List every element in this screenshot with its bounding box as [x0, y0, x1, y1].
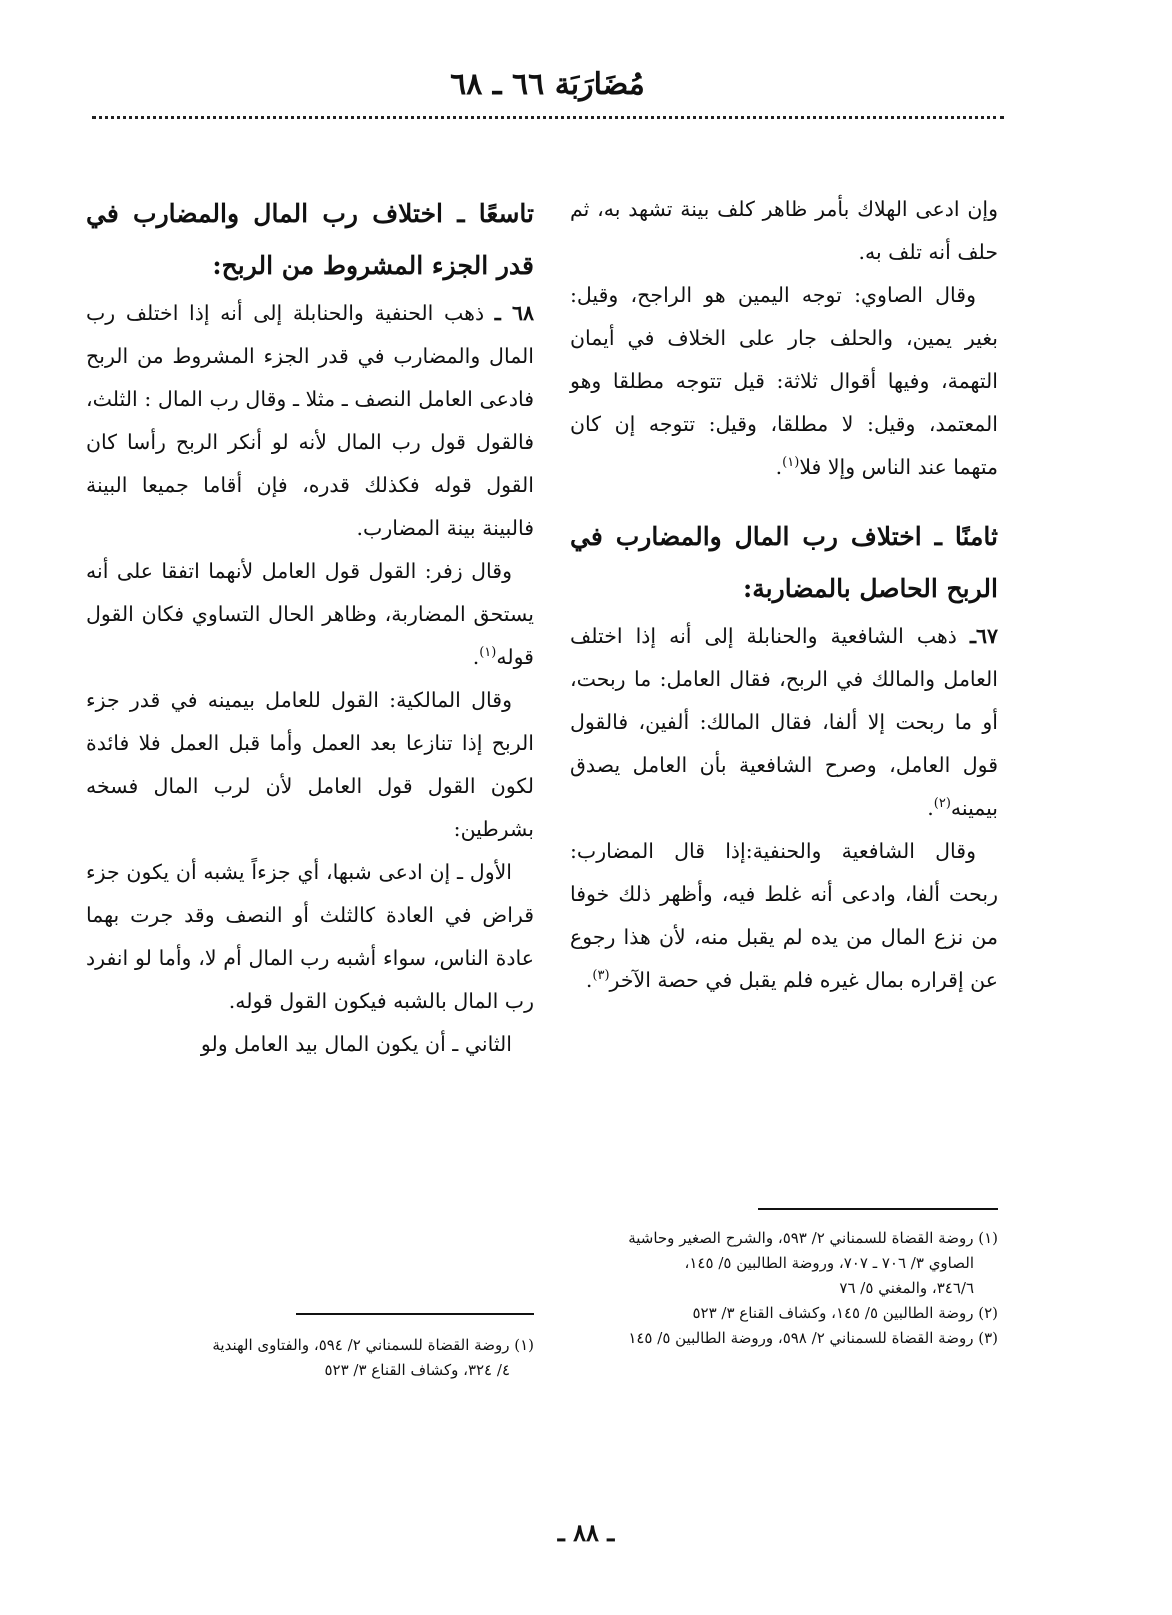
footnote: الصاوي ٣/ ٧٠٦ ـ ٧٠٧، وروضة الطالبين ٥/ ١٤٥، [684, 1254, 974, 1272]
paragraph [86, 679, 534, 851]
paragraph-number: ٦٧ـ [969, 624, 998, 648]
footnote: (١) روضة القضاة للسمناني ٢/ ٥٩٤، والفتاوى الهندية [212, 1336, 534, 1354]
header-title: مُضَارَبَة ٦٦ ـ ٦٨ [450, 67, 645, 102]
footnote-ref: (٣) [592, 968, 610, 984]
paragraph-text: وقال الصاوي: توجه اليمين هو الراجح، وقيل: بغير يمين، والحلف جار على الخلاف في أيمان التهمة، وفيها أقوال ثلاثة: قيل تتوجه مطلقا وهو المعتمد، وقيل: لا مطلقا، وقيل: تتوجه إن كان متهما عند الناس وإلا فلا [570, 283, 998, 479]
right-footnotes [562, 1226, 998, 1351]
paragraph [570, 188, 998, 274]
paragraph-text: ذهب الحنفية والحنابلة إلى أنه إذا اختلف رب المال والمضارب في قدر الجزء المشروط من الربح فادعى العامل النصف ـ مثلا ـ وقال رب المال : الثلث، فالقول قول رب المال لأنه لو أنكر الربح رأسا كان القول قوله فكذلك قدره، فإن أقاما جميعا البينة فالبينة بينة المضارب. [86, 301, 534, 540]
footnote: ٤/ ٣٢٤، وكشاف القناع ٣/ ٥٢٣ [324, 1361, 510, 1379]
paragraph: وقال زفر: القول قول العامل لأنهما اتفقا على أنه يستحق المضاربة، وظاهر الحال التساوي فكان القول قوله$^{(١)}$. [86, 559, 534, 669]
footnote-ref: (١) [479, 645, 497, 661]
section-heading: تاسعًا ـ اختلاف رب المال والمضارب في قدر الجزء المشروط من الربح: [86, 199, 534, 280]
footnote: ٣٤٦/٦، والمغني ٥/ ٧٦ [839, 1279, 974, 1297]
paragraph-text: وقال زفر: القول قول العامل لأنهما اتفقا على أنه يستحق المضاربة، وظاهر الحال التساوي فكان القول قوله [86, 559, 534, 669]
paragraph [86, 851, 534, 1023]
footnote-divider [296, 1313, 534, 1315]
paragraph-text: ذهب الشافعية والحنابلة إلى أنه إذا اختلف العامل والمالك في الربح، فقال العامل: ما ربحت، أو ما ربحت إلا ألفا، فقال المالك: ألفين، فالقول قول العامل، وصرح الشافعية بأن العامل يصدق بيمينه [570, 624, 998, 820]
paragraph: ٦٧ـ ذهب الشافعية والحنابلة إلى أنه إذا اختلف العامل والمالك في الربح، فقال العامل: ما ربحت، أو ما ربحت إلا ألفا، فقال المالك: ألفين، فالقول قول العامل، وصرح الشافعية بأن العامل يصدق بيمينه$^{(٢)}$. [570, 624, 998, 820]
page-header [90, 62, 1005, 108]
paragraph-text: الأول ـ إن ادعى شبها، أي جزءاً يشبه أن يكون جزء قراض في العادة كالثلث أو النصف وقد جرت بهما عادة الناس، سواء أشبه رب المال أم لا، وأما لو انفرد رب المال بالشبه فيكون القول قوله. [86, 860, 534, 1013]
header-divider [92, 116, 1004, 119]
footnote-ref: (٢) [933, 796, 951, 812]
paragraph-text: وقال الشافعية والحنفية:إذا قال المضارب: ربحت ألفا، وادعى أنه غلط فيه، وأظهر ذلك خوفا من نزع المال من يده لم يقبل منه، لأن هذا رجوع عن إقراره بمال غيره فلم يقبل في حصة الآخر [570, 839, 998, 992]
paragraph: وقال الشافعية والحنفية:إذا قال المضارب: ربحت ألفا، وادعى أنه غلط فيه، وأظهر ذلك خوفا من نزع المال من يده لم يقبل منه، لأن هذا رجوع عن إقراره بمال غيره فلم يقبل في حصة الآخر$^{(٣)}$. [570, 839, 998, 992]
left-column [86, 188, 534, 1066]
left-footnotes [86, 1333, 534, 1383]
footnote-ref: (١) [782, 455, 800, 471]
paragraph: وقال الصاوي: توجه اليمين هو الراجح، وقيل: بغير يمين، والحلف جار على الخلاف في أيمان التهمة، وفيها أقوال ثلاثة: قيل تتوجه مطلقا وهو المعتمد، وقيل: لا مطلقا، وقيل: تتوجه إن كان متهما عند الناس وإلا فلا$^{(١)}$. [570, 283, 998, 479]
right-column [570, 188, 998, 1002]
footnote: (٢) روضة الطالبين ٥/ ١٤٥، وكشاف القناع ٣/ ٥٢٣ [692, 1304, 998, 1322]
page-number: ـ ٨٨ ـ [557, 1518, 615, 1547]
paragraph-text: وإن ادعى الهلاك بأمر ظاهر كلف بينة تشهد به، ثم حلف أنه تلف به. [570, 197, 998, 264]
footnote-divider [758, 1208, 998, 1210]
footnote: (١) روضة القضاة للسمناني ٢/ ٥٩٣، والشرح الصغير وحاشية [628, 1229, 998, 1247]
paragraph [86, 292, 534, 550]
paragraph-text: الثاني ـ أن يكون المال بيد العامل ولو [200, 1032, 512, 1056]
paragraph-text: وقال المالكية: القول للعامل بيمينه في قدر جزء الربح إذا تنازعا بعد العمل وأما قبل العمل فلا فائدة لكون القول قول العامل لأن لرب المال فسخه بشرطين: [86, 688, 534, 841]
section-heading: ثامنًا ـ اختلاف رب المال والمضارب في الربح الحاصل بالمضاربة: [570, 522, 998, 603]
footnote: (٣) روضة القضاة للسمناني ٢/ ٥٩٨، وروضة الطالبين ٥/ ١٤٥ [628, 1329, 998, 1347]
paragraph-number: ٦٨ ـ [494, 301, 534, 325]
paragraph [86, 1023, 534, 1066]
